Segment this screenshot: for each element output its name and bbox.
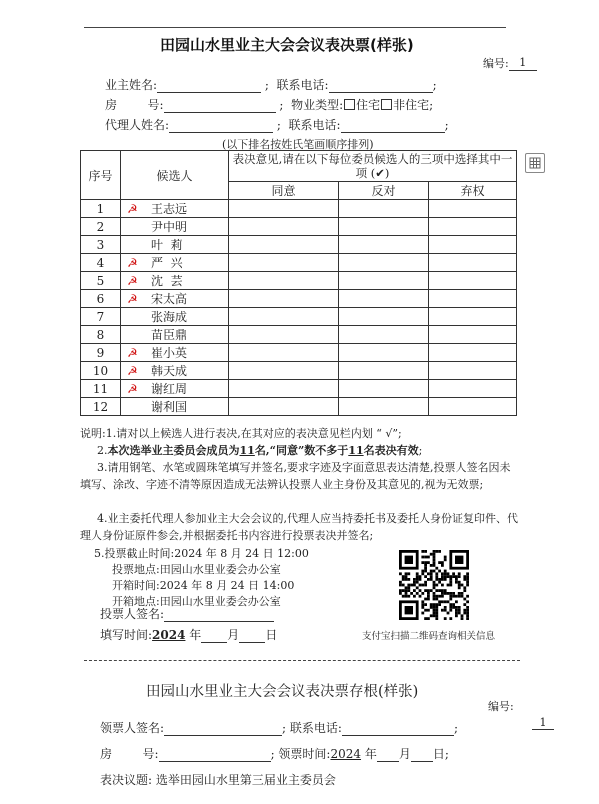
agree-cell[interactable] [229,272,339,290]
agent-phone-label: 联系电话: [288,118,341,132]
col-abstain-header: 弃权 [429,182,517,200]
table-row [81,362,517,380]
owner-name-field[interactable] [157,78,261,93]
stub-topic-label: 表决议题: [100,773,153,787]
row-number: 12 [81,398,121,416]
non-residential-checkbox[interactable] [381,99,392,110]
ballot-number-value: 1 [509,56,537,71]
fill-year: 2024 [152,628,186,642]
candidate-name-cell [121,344,229,362]
abstain-cell[interactable] [429,236,517,254]
signer-label: 投票人签名: [100,607,165,621]
oppose-cell[interactable] [339,236,429,254]
note-2: 2.本次选举业主委员会成员为11名,“同意”数不多于11名表决有效; [97,444,423,457]
ballot-number [483,55,537,71]
room-row: 房 号: ; 物业类型: 住宅 非住宅; [105,98,434,112]
oppose-cell[interactable] [339,398,429,416]
col-opinion-header: 表决意见,请在以下每位委员候选人的三项中选择其中一项 (✔) [229,151,517,182]
ballot-title: 田园山水里业主大会会议表决票(样张) [160,36,414,54]
stub-receiver-row: 领票人签名: ; 联系电话: ; [100,721,458,735]
room-field[interactable] [164,98,276,113]
stub-phone-field[interactable] [342,721,454,736]
row-number: 8 [81,326,121,344]
agree-cell[interactable] [229,326,339,344]
stub-topic-value: 选举田园山水里第三届业主委员会 [155,773,336,787]
oppose-cell[interactable] [339,290,429,308]
fill-month-field[interactable] [201,628,227,643]
col-agree-header: 同意 [229,182,339,200]
oppose-cell[interactable] [339,218,429,236]
stub-number-label: 编号: [488,700,514,713]
abstain-cell[interactable] [429,398,517,416]
col-seq-header: 序号 [81,151,121,200]
grid-icon[interactable] [525,153,545,173]
agree-cell[interactable] [229,308,339,326]
abstain-cell[interactable] [429,362,517,380]
open-place: 开箱地点:田园山水里业委会办公室 [112,595,281,608]
stub-topic-row [100,771,336,788]
candidate-name-cell [121,398,229,416]
agent-phone-field[interactable] [341,118,445,133]
abstain-cell[interactable] [429,326,517,344]
stub-month-field[interactable] [377,747,399,762]
abstain-cell[interactable] [429,254,517,272]
oppose-cell[interactable] [339,308,429,326]
ballot-number-label: 编号: [483,57,509,70]
candidate-name: 叶 莉 [151,238,183,252]
agree-cell[interactable] [229,398,339,416]
table-row [81,380,517,398]
candidate-name-cell [121,236,229,254]
row-number: 11 [81,380,121,398]
candidate-name-cell [121,218,229,236]
row-number: 6 [81,290,121,308]
vote-place: 投票地点:田园山水里业委会办公室 [112,563,281,576]
party-emblem-icon: ☭ [127,364,138,378]
party-emblem-icon: ☭ [127,346,138,360]
oppose-cell[interactable] [339,254,429,272]
note-4: 4.业主委托代理人参加业主大会会议的,代理人应当持委托书及委托人身份证复印件、代理人身份证原件参会,并根据委托书内容进行投票表决并签名; [80,512,518,542]
oppose-cell[interactable] [339,380,429,398]
party-emblem-icon: ☭ [127,202,138,216]
ballot-table [80,150,517,416]
party-emblem-icon: ☭ [127,292,138,306]
candidate-name-cell [121,200,229,218]
candidate-name-cell [121,380,229,398]
table-row [81,308,517,326]
agree-cell[interactable] [229,218,339,236]
stub-room-row: 房 号: ; 领票时间:2024 年 月 日; [100,747,449,761]
candidate-name: 王志远 [151,202,188,216]
stub-receive-time-label: 领票时间: [278,747,331,761]
col-oppose-header: 反对 [339,182,429,200]
signer-row [100,605,274,622]
row-number: 10 [81,362,121,380]
candidate-name-cell [121,290,229,308]
agree-cell[interactable] [229,200,339,218]
candidate-name-cell [121,308,229,326]
col-candidate-header: 候选人 [121,151,229,200]
stub-number-value: 1 [532,716,554,730]
qr-code[interactable] [399,550,469,620]
table-row [81,236,517,254]
room-label: 房 号: [105,98,164,112]
note-1: 说明:1.请对以上候选人进行表决,在其对应的表决意见栏内划 “ √”; [80,427,402,440]
table-row [81,290,517,308]
residential-checkbox[interactable] [344,99,355,110]
signer-field[interactable] [164,607,274,622]
candidate-name: 尹中明 [151,220,188,234]
agree-cell[interactable] [229,254,339,272]
abstain-cell[interactable] [429,344,517,362]
row-number: 1 [81,200,121,218]
abstain-cell[interactable] [429,308,517,326]
row-number: 9 [81,344,121,362]
open-time: 开箱时间:2024 年 8 月 24 日 14:00 [112,579,295,592]
property-type-label: 物业类型: [291,98,344,112]
stub-phone-label: 联系电话: [289,721,342,735]
table-row [81,254,517,272]
table-row [81,398,517,416]
row-number: 3 [81,236,121,254]
candidate-name: 谢红周 [151,382,188,396]
candidate-name: 谢利国 [151,400,188,414]
row-number: 7 [81,308,121,326]
agree-cell[interactable] [229,290,339,308]
oppose-cell[interactable] [339,362,429,380]
fill-time-label: 填写时间: [100,628,153,642]
stub-day-field[interactable] [411,747,433,762]
row-number: 5 [81,272,121,290]
abstain-cell[interactable] [429,272,517,290]
oppose-cell[interactable] [339,200,429,218]
agent-row: 代理人姓名: ; 联系电话: ; [105,118,449,132]
stub-room-label: 房 号: [100,747,159,761]
party-emblem-icon: ☭ [127,274,138,288]
fill-day-field[interactable] [239,628,265,643]
stub-receive-year: 2024 [330,747,362,761]
candidate-name: 严 兴 [151,256,183,270]
candidate-name: 苗臣鼎 [151,328,188,342]
candidate-name-cell [121,362,229,380]
agree-cell[interactable] [229,344,339,362]
oppose-cell[interactable] [339,326,429,344]
abstain-cell[interactable] [429,200,517,218]
owner-name-label: 业主姓名: [105,78,158,92]
fill-time-row: 填写时间:2024 年 月 日 [100,628,278,642]
agent-name-field[interactable] [169,118,273,133]
candidate-name: 宋太高 [151,292,188,306]
table-row [81,326,517,344]
agree-cell[interactable] [229,380,339,398]
party-emblem-icon: ☭ [127,256,138,270]
residential-label: 住宅 [356,98,381,112]
qr-caption: 支付宝扫描二维码查询相关信息 [362,631,496,642]
sort-note: (以下排名按姓氏笔画顺序排列) [222,138,374,151]
note-3: 3.请用钢笔、水笔或圆珠笔填写并签名,要求字迹及字面意思表达清楚,投票人签名因未填写、涂改、字迹不清等原因造成无法辨认投票人业主身份及其意见的,视为无效票; [80,461,511,491]
table-row [81,272,517,290]
abstain-cell[interactable] [429,218,517,236]
owner-name-row: 业主姓名: ; 联系电话: ; [105,78,437,92]
candidate-name-cell [121,272,229,290]
table-row [81,344,517,362]
candidate-name: 韩天成 [151,364,188,378]
deadline: 5.投票截止时间:2024 年 8 月 24 日 12:00 [94,547,309,560]
candidate-name-cell [121,254,229,272]
abstain-cell[interactable] [429,380,517,398]
phone-field[interactable] [329,78,433,93]
oppose-cell[interactable] [339,344,429,362]
phone-label: 联系电话: [276,78,329,92]
non-residential-label: 非住宅 [393,98,430,112]
abstain-cell[interactable] [429,290,517,308]
party-emblem-icon: ☭ [127,382,138,396]
candidate-name: 沈 芸 [151,274,183,288]
agree-cell[interactable] [229,362,339,380]
candidate-name: 张海成 [151,310,188,324]
stub-receiver-field[interactable] [164,721,282,736]
table-row [81,218,517,236]
top-rule [84,27,506,28]
table-row [81,200,517,218]
stub-title: 田园山水里业主大会会议表决票存根(样张) [146,684,419,700]
cut-line [84,660,520,661]
oppose-cell[interactable] [339,272,429,290]
agent-name-label: 代理人姓名: [105,118,170,132]
row-number: 2 [81,218,121,236]
row-number: 4 [81,254,121,272]
stub-receiver-label: 领票人签名: [100,721,165,735]
candidate-name-cell [121,326,229,344]
agree-cell[interactable] [229,236,339,254]
candidate-name: 崔小英 [151,346,188,360]
stub-room-field[interactable] [159,747,271,762]
